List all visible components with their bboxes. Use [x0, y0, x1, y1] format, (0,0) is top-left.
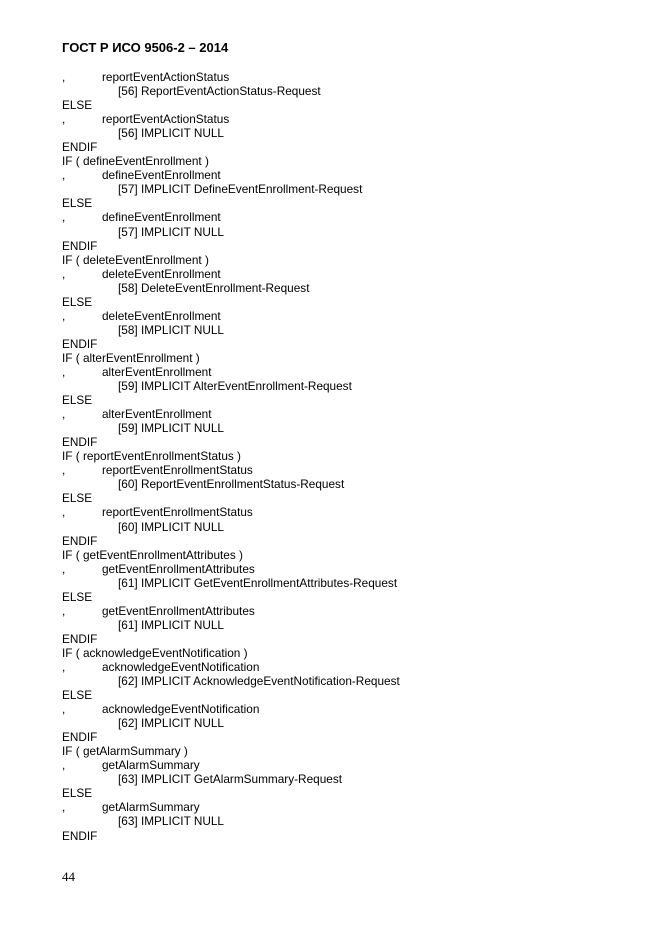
- code-line: [62, 182, 622, 196]
- code-line-text: alterEventEnrollment: [102, 364, 212, 379]
- code-line-comma: ,: [62, 168, 66, 183]
- page-number: 44: [62, 869, 75, 884]
- code-line-text: reportEventActionStatus: [102, 112, 230, 127]
- code-line-text: IF ( getAlarmSummary ): [62, 744, 188, 759]
- code-line-comma: ,: [62, 266, 66, 281]
- code-line: [62, 660, 622, 674]
- code-line-text: [56] IMPLICIT NULL: [118, 126, 224, 141]
- code-line: [62, 477, 622, 491]
- code-line: [62, 421, 622, 435]
- code-line: [62, 618, 622, 632]
- code-line: [62, 70, 622, 84]
- code-line-text: defineEventEnrollment: [102, 210, 221, 225]
- code-line-text: getEventEnrollmentAttributes: [102, 603, 255, 618]
- code-line-text: acknowledgeEventNotification: [102, 659, 260, 674]
- code-line-text: ELSE: [62, 98, 93, 113]
- code-line-comma: ,: [62, 364, 66, 379]
- code-line-text: deleteEventEnrollment: [102, 266, 221, 281]
- code-line-text: ENDIF: [62, 533, 98, 548]
- code-line: [62, 716, 622, 730]
- code-line: [62, 534, 622, 548]
- code-line: [62, 140, 622, 154]
- code-line-comma: ,: [62, 702, 66, 717]
- code-line: [62, 196, 622, 210]
- code-line: [62, 239, 622, 253]
- code-line-text: ENDIF: [62, 140, 98, 155]
- code-line: [62, 548, 622, 562]
- code-line: [62, 407, 622, 421]
- code-line-text: [61] IMPLICIT NULL: [118, 617, 224, 632]
- code-line-text: IF ( reportEventEnrollmentStatus ): [62, 449, 241, 464]
- code-line: [62, 112, 622, 126]
- code-line-comma: ,: [62, 800, 66, 815]
- code-line-text: IF ( deleteEventEnrollment ): [62, 252, 209, 267]
- code-line: [62, 800, 622, 814]
- code-line-comma: ,: [62, 505, 66, 520]
- code-line: [62, 632, 622, 646]
- code-line-text: deleteEventEnrollment: [102, 308, 221, 323]
- code-line: [62, 225, 622, 239]
- code-line: [62, 84, 622, 98]
- code-line: [62, 604, 622, 618]
- code-line-text: ENDIF: [62, 238, 98, 253]
- code-line-text: acknowledgeEventNotification: [102, 702, 260, 717]
- code-line-text: [56] ReportEventActionStatus-Request: [118, 84, 321, 99]
- code-line: [62, 393, 622, 407]
- code-line-text: [62] IMPLICIT AcknowledgeEventNotification-Request: [118, 674, 400, 689]
- code-line: [62, 674, 622, 688]
- code-line-text: getEventEnrollmentAttributes: [102, 561, 255, 576]
- code-line-text: [59] IMPLICIT NULL: [118, 421, 224, 436]
- code-line: [62, 646, 622, 660]
- code-line: [62, 688, 622, 702]
- code-line-text: reportEventEnrollmentStatus: [102, 505, 253, 520]
- code-line-text: [61] IMPLICIT GetEventEnrollmentAttributes-Request: [118, 575, 398, 590]
- code-line: [62, 168, 622, 182]
- code-line-text: ELSE: [62, 491, 93, 506]
- code-line: [62, 491, 622, 505]
- code-line-comma: ,: [62, 308, 66, 323]
- code-line-text: [58] IMPLICIT NULL: [118, 322, 224, 337]
- code-line: [62, 702, 622, 716]
- code-line-text: [57] IMPLICIT NULL: [118, 224, 224, 239]
- code-line-text: reportEventActionStatus: [102, 70, 230, 84]
- code-line-text: [57] IMPLICIT DefineEventEnrollment-Request: [118, 182, 363, 197]
- code-line-text: alterEventEnrollment: [102, 407, 212, 422]
- code-line-text: [63] IMPLICIT NULL: [118, 814, 224, 829]
- code-line-text: ELSE: [62, 393, 93, 408]
- code-line-comma: ,: [62, 407, 66, 422]
- code-line-comma: ,: [62, 659, 66, 674]
- code-line: [62, 829, 622, 843]
- code-line: [62, 351, 622, 365]
- code-line: [62, 154, 622, 168]
- code-line: [62, 786, 622, 800]
- code-line-text: ELSE: [62, 294, 93, 309]
- code-line-text: IF ( getEventEnrollmentAttributes ): [62, 547, 243, 562]
- code-line: [62, 744, 622, 758]
- code-line: [62, 379, 622, 393]
- code-line-comma: ,: [62, 70, 66, 84]
- code-line: [62, 562, 622, 576]
- code-line: [62, 730, 622, 744]
- code-line-text: [62] IMPLICIT NULL: [118, 716, 224, 731]
- code-line: [62, 337, 622, 351]
- code-line-text: ENDIF: [62, 828, 98, 843]
- code-line-comma: ,: [62, 210, 66, 225]
- code-line: [62, 295, 622, 309]
- code-line-comma: ,: [62, 112, 66, 127]
- code-line-text: ENDIF: [62, 336, 98, 351]
- code-line-text: IF ( alterEventEnrollment ): [62, 350, 200, 365]
- code-line-text: ENDIF: [62, 631, 98, 646]
- code-line-text: [58] DeleteEventEnrollment-Request: [118, 280, 310, 295]
- code-line-text: ENDIF: [62, 730, 98, 745]
- code-line-text: ELSE: [62, 786, 93, 801]
- code-line-text: [60] ReportEventEnrollmentStatus-Request: [118, 477, 345, 492]
- code-line-text: reportEventEnrollmentStatus: [102, 463, 253, 478]
- code-line: [62, 772, 622, 786]
- code-line: [62, 281, 622, 295]
- code-line-text: ELSE: [62, 589, 93, 604]
- code-line: [62, 365, 622, 379]
- code-line-text: defineEventEnrollment: [102, 168, 221, 183]
- code-line-text: getAlarmSummary: [102, 758, 200, 773]
- code-line-text: ELSE: [62, 688, 93, 703]
- asn1-code-block: [62, 70, 622, 843]
- code-line-comma: ,: [62, 463, 66, 478]
- code-line: [62, 505, 622, 519]
- code-line: [62, 210, 622, 224]
- code-line: [62, 435, 622, 449]
- code-line-text: [60] IMPLICIT NULL: [118, 519, 224, 534]
- code-line: [62, 758, 622, 772]
- code-line-text: IF ( acknowledgeEventNotification ): [62, 645, 248, 660]
- code-line: [62, 98, 622, 112]
- code-line-text: ENDIF: [62, 435, 98, 450]
- code-line-comma: ,: [62, 603, 66, 618]
- code-line: [62, 814, 622, 828]
- code-line-text: getAlarmSummary: [102, 800, 200, 815]
- code-line-text: [63] IMPLICIT GetAlarmSummary-Request: [118, 772, 342, 787]
- page-header-title: ГОСТ Р ИСО 9506-2 – 2014: [62, 40, 229, 55]
- code-line: [62, 520, 622, 534]
- code-line: [62, 463, 622, 477]
- code-line-text: IF ( defineEventEnrollment ): [62, 154, 209, 169]
- code-line-comma: ,: [62, 561, 66, 576]
- code-line: [62, 267, 622, 281]
- code-line: [62, 323, 622, 337]
- code-line: [62, 253, 622, 267]
- code-line-comma: ,: [62, 758, 66, 773]
- code-line-text: ELSE: [62, 196, 93, 211]
- code-line: [62, 576, 622, 590]
- code-line: [62, 590, 622, 604]
- code-line: [62, 449, 622, 463]
- code-line-text: [59] IMPLICIT AlterEventEnrollment-Request: [118, 379, 352, 394]
- code-line: [62, 309, 622, 323]
- code-line: [62, 126, 622, 140]
